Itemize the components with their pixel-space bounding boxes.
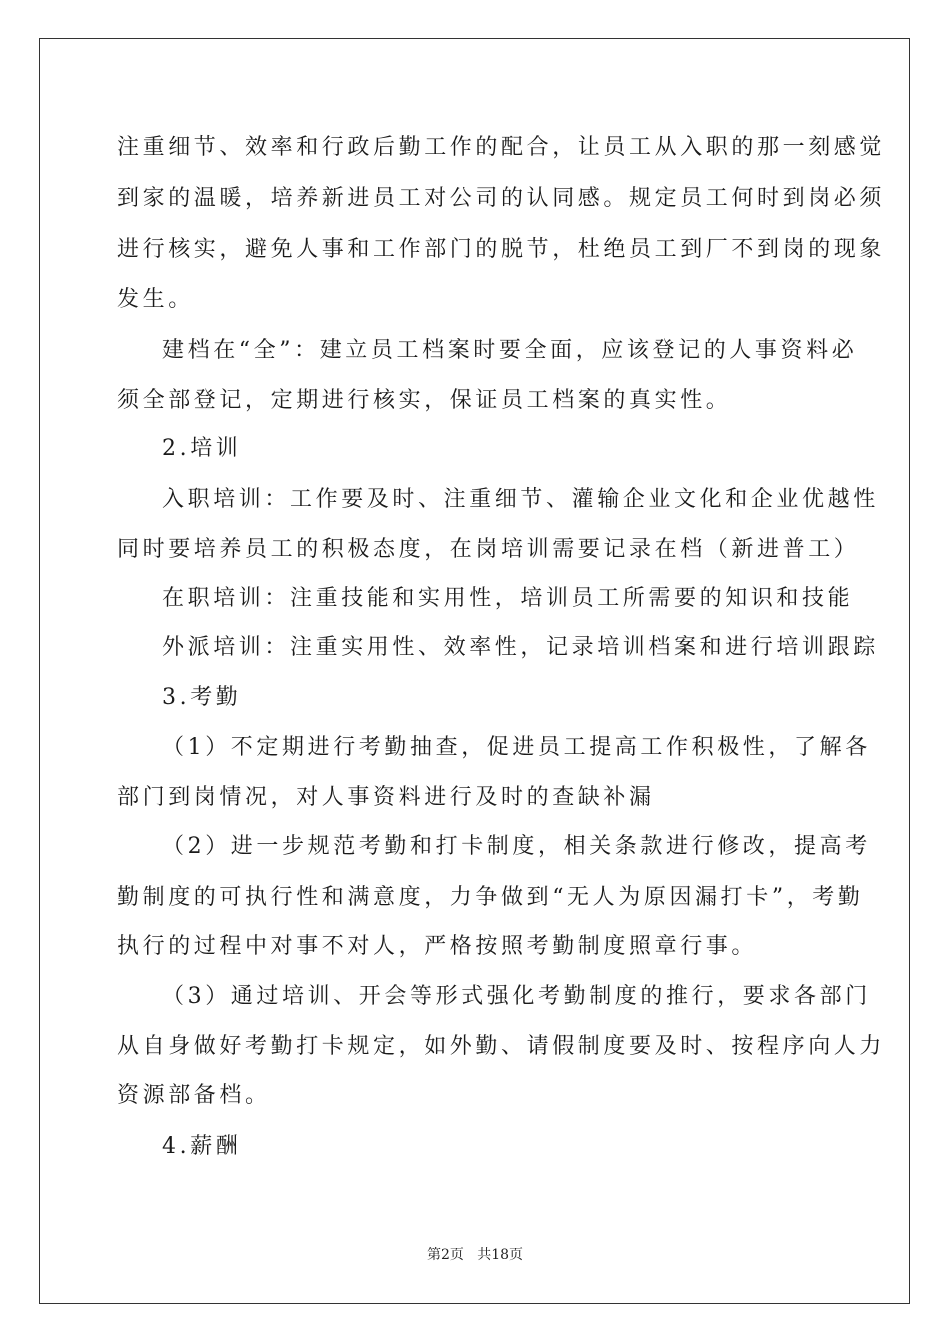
paragraph-line: 进行核实，避免人事和工作部门的脱节，杜绝员工到厂不到岗的现象 bbox=[117, 237, 886, 262]
paragraph-line: （3）通过培训、开会等形式强化考勤制度的推行，要求各部门 bbox=[162, 984, 871, 1009]
paragraph-line: 建档在“全”：建立员工档案时要全面，应该登记的人事资料必 bbox=[162, 338, 858, 363]
paragraph-line: （1）不定期进行考勤抽查，促进员工提高工作积极性，了解各 bbox=[162, 735, 871, 760]
paragraph-line: 执行的过程中对事不对人，严格按照考勤制度照章行事。 bbox=[117, 934, 758, 959]
paragraph-line: 入职培训：工作要及时、注重细节、灌输企业文化和企业优越性 bbox=[162, 487, 879, 512]
paragraph-line: 在职培训：注重技能和实用性，培训员工所需要的知识和技能 bbox=[162, 586, 854, 611]
paragraph-line: 注重细节、效率和行政后勤工作的配合，让员工从入职的那一刻感觉 bbox=[117, 135, 886, 160]
paragraph-line: 发生。 bbox=[117, 287, 194, 312]
section-heading-attendance: 3.考勤 bbox=[162, 685, 242, 710]
paragraph-line: 勤制度的可执行性和满意度，力争做到“无人为原因漏打卡”，考勤 bbox=[117, 885, 864, 910]
page-border bbox=[39, 38, 910, 1304]
paragraph-line: 从自身做好考勤打卡规定，如外勤、请假制度要及时、按程序向人力 bbox=[117, 1034, 886, 1059]
section-heading-training: 2.培训 bbox=[162, 436, 242, 461]
section-heading-salary: 4.薪酬 bbox=[162, 1134, 242, 1159]
paragraph-line: 资源部备档。 bbox=[117, 1083, 271, 1108]
paragraph-line: （2）进一步规范考勤和打卡制度，相关条款进行修改，提高考 bbox=[162, 834, 871, 859]
paragraph-line: 部门到岗情况，对人事资料进行及时的查缺补漏 bbox=[117, 785, 655, 810]
paragraph-line: 同时要培养员工的积极态度，在岗培训需要记录在档（新进普工） bbox=[117, 537, 860, 562]
page-number-footer: 第2页 共18页 bbox=[426, 1247, 524, 1263]
paragraph-line: 到家的温暖，培养新进员工对公司的认同感。规定员工何时到岗必须 bbox=[117, 186, 886, 211]
paragraph-line: 外派培训：注重实用性、效率性，记录培训档案和进行培训跟踪 bbox=[162, 635, 879, 660]
paragraph-line: 须全部登记，定期进行核实，保证员工档案的真实性。 bbox=[117, 388, 732, 413]
